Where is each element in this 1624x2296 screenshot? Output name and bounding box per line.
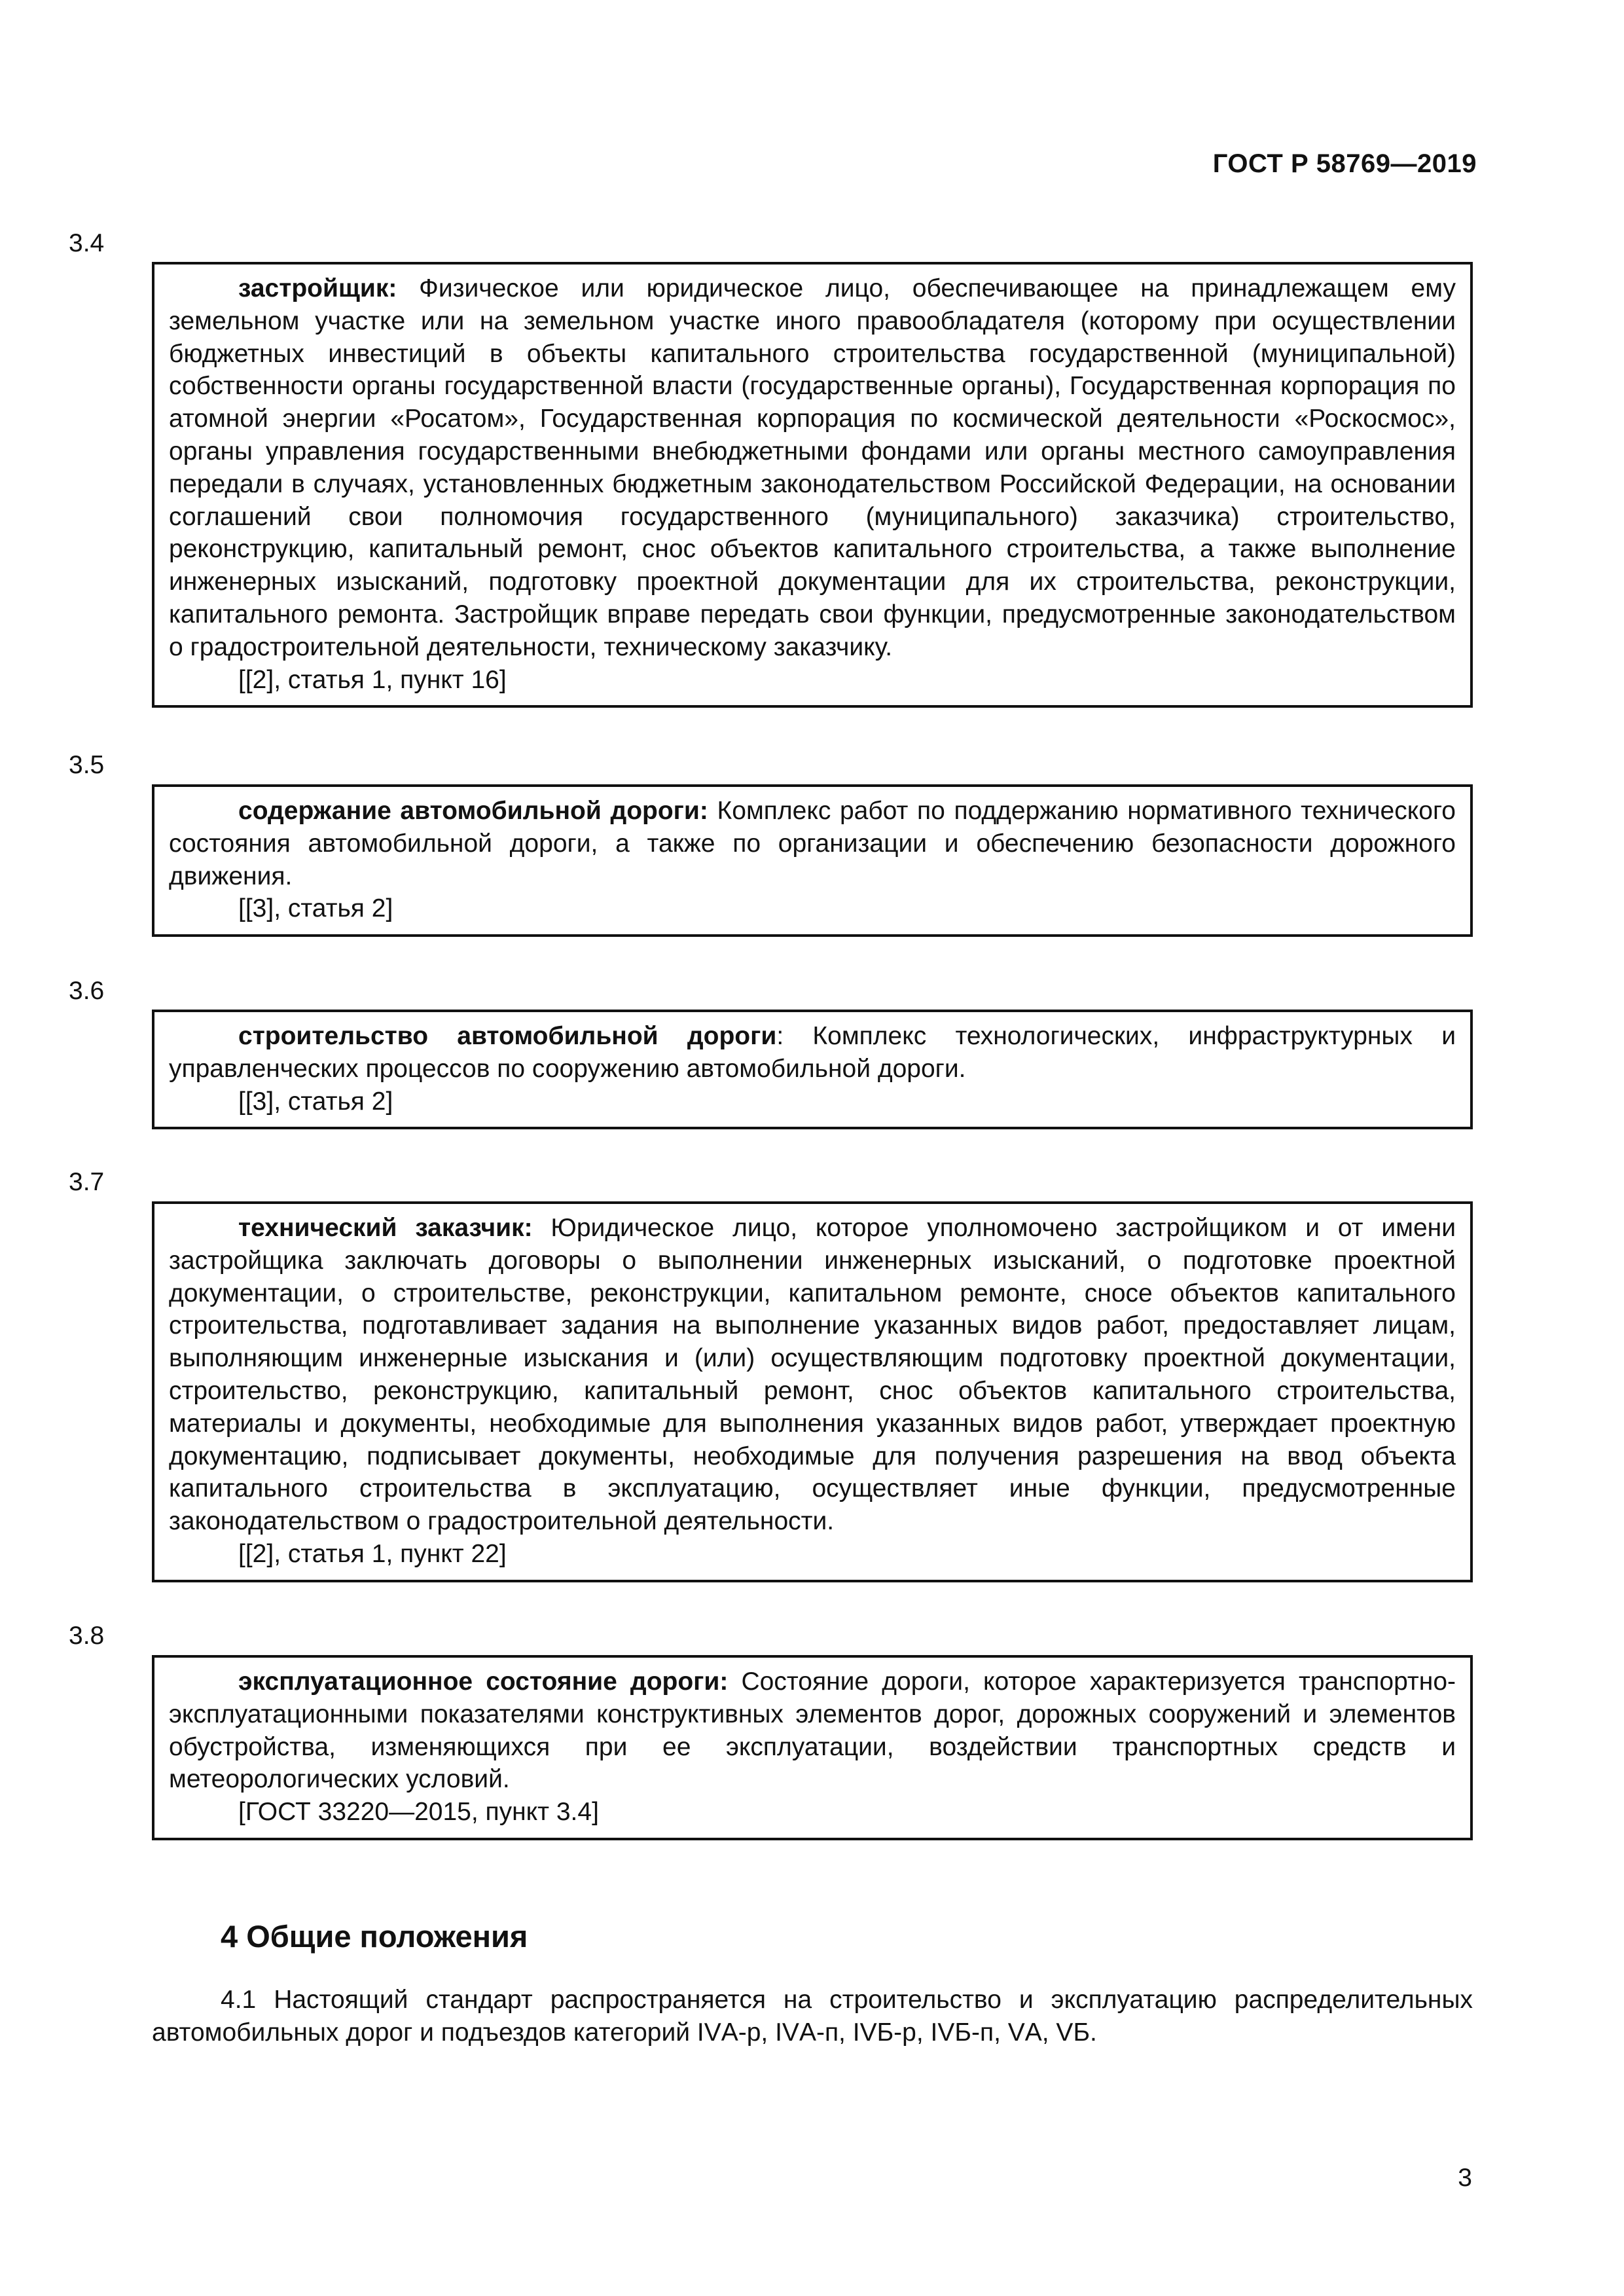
definition-text: Комплекс работ по поддержанию нормативного технического состояния автомобильной дороги, а также по организации и обеспечению безопасности дорожного движения.: [169, 797, 1456, 890]
term-name: технический заказчик:: [238, 1214, 533, 1242]
entry-number: 3.4: [69, 229, 105, 257]
term-definition: [169, 272, 1456, 664]
term-definition-box: [152, 1201, 1473, 1582]
definition-source: [[3], статья 2]: [238, 1087, 393, 1116]
section-heading: 4 Общие положения: [221, 1919, 528, 1954]
term-definition-box: [152, 1655, 1473, 1840]
term-definition-box: [152, 262, 1473, 708]
document-id-header: ГОСТ Р 58769—2019: [1212, 149, 1477, 178]
term-definition: [169, 1020, 1456, 1085]
definition-source: [[2], статья 1, пункт 16]: [238, 665, 507, 694]
entry-number: 3.8: [69, 1622, 105, 1650]
entry-number: 3.7: [69, 1168, 105, 1196]
definition-source: [[2], статья 1, пункт 22]: [238, 1539, 507, 1568]
term-name: застройщик:: [238, 274, 397, 302]
definition-text: Состояние дороги, которое характеризуется транспортно-эксплуатационными показателями конструктивных элементов дорог, дорожных сооружений и элементов обустройства, изменяющихся при ее эксплуатации, воздействии транспортных средств и метеорологических условий.: [169, 1667, 1456, 1794]
entry-number: 3.5: [69, 751, 105, 779]
term-name: эксплуатационное состояние дороги:: [238, 1667, 729, 1696]
term-name: содержание автомобильной дороги:: [238, 797, 708, 825]
entry-number: 3.6: [69, 977, 105, 1005]
term-definition: [169, 795, 1456, 892]
definition-source: [[3], статья 2]: [238, 894, 393, 923]
term-definition-box: [152, 1010, 1473, 1129]
definition-source: [ГОСТ 33220—2015, пункт 3.4]: [238, 1798, 599, 1827]
definition-text: Юридическое лицо, которое уполномочено застройщиком и от имени застройщика заключать договоры о выполнении инженерных изысканий, о подготовке проектной документации, о строительстве, реконструкции, капитальном ремонте, сносе объектов капитального строительства, подготавливает задания на выполнение указанных видов работ, предоставляет лицам, выполняющим инженерные изыскания и (или) осуществляющим подготовку проектной документации, строительство, реконструкцию, капитальный ремонт, снос объектов капитального строительства, материалы и документы, необходимые для выполнения указанных видов работ, утверждает проектную документацию, подписывает документы, необходимые для получения разрешения на ввод объекта капитального строительства в эксплуатацию, осуществляет иные функции, предусмотренные законодательством о градостроительной деятельности.: [169, 1214, 1456, 1536]
term-name: строительство автомобильной дороги: [238, 1022, 777, 1050]
term-definition: [169, 1666, 1456, 1796]
page-number: 3: [1458, 2164, 1472, 2192]
term-definition: [169, 1212, 1456, 1538]
section-paragraph: 4.1 Настоящий стандарт распространяется на строительство и эксплуатацию распределительных автомобильных дорог и подъездов категорий IVА-р, IVА-п, IVБ-р, IVБ-п, VА, VБ.: [152, 1986, 1473, 2047]
definition-text: Физическое или юридическое лицо, обеспечивающее на принадлежащем ему земельном участке или на земельном участке иного правообладателя (которому при осуществлении бюджетных инвестиций в объекты капитального строительства государственной (муниципальной) собственности органы государственной власти (государственные органы), Государственная корпорация по атомной энергии «Росатом», Государственная корпорация по космической деятельности «Роскосмос», органы управления государственными внебюджетными фондами или органы местного самоуправления передали в случаях, установленных бюджетным законодательством Российской Федерации, на основании соглашений свои полномочия государственного (муниципального) заказчика) строительство, реконструкцию, капитальный ремонт, снос объектов капитального строительства, а также выполнение инженерных изысканий, подготовку проектной документации для их строительства, реконструкции, капитального ремонта. Застройщик вправе передать свои функции, предусмотренные законодательством о градостроительной деятельности, техническому заказчику.: [169, 274, 1456, 661]
definition-text: : Комплекс технологических, инфраструктурных и управленческих процессов по сооружению автомобильной дороги.: [169, 1022, 1456, 1083]
term-definition-box: [152, 784, 1473, 937]
